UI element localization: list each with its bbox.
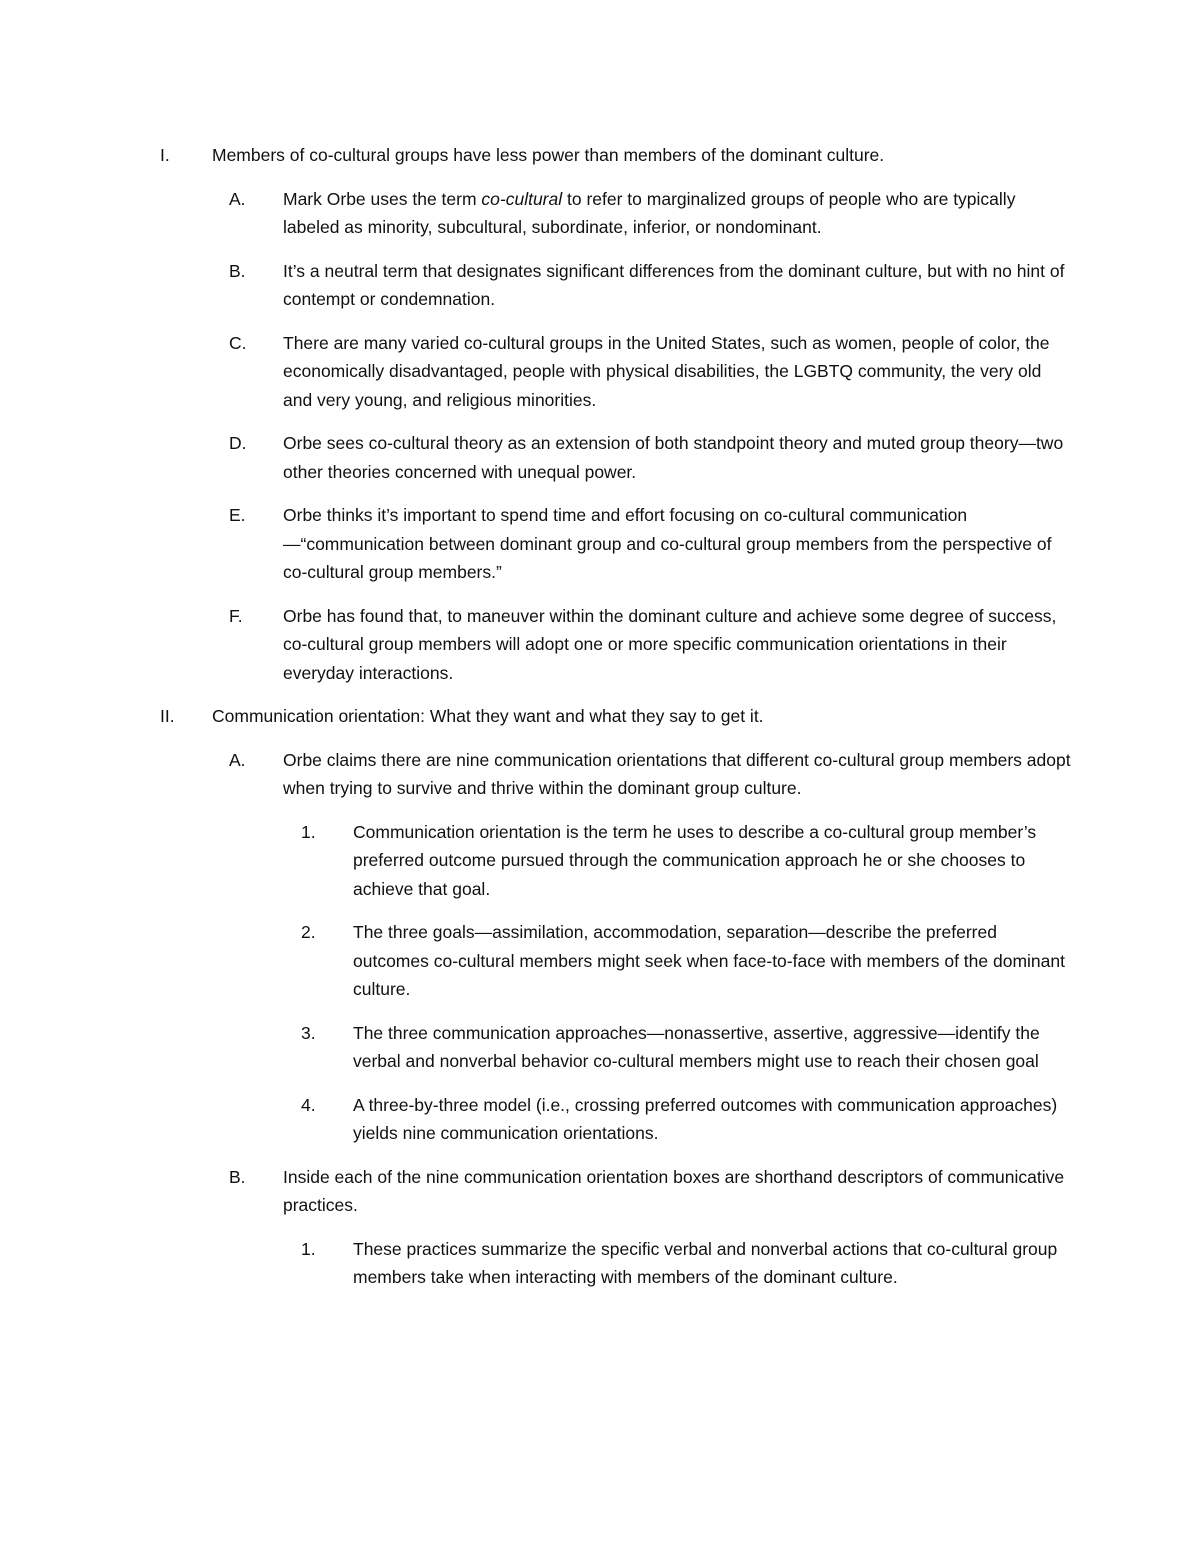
section-heading: Members of co-cultural groups have less power than members of the dominant culture.	[212, 145, 885, 165]
item-text: It’s a neutral term that designates significant differences from the dominant culture, but with no hint of contempt or condemnation.	[283, 260, 1065, 309]
item-marker: E.	[229, 505, 246, 525]
outline-subitem-2b1	[0, 1235, 1200, 1292]
outline-item-1d	[0, 429, 1200, 486]
section-marker: II.	[160, 706, 175, 726]
outline-item-1f	[0, 602, 1200, 688]
item-text: Orbe thinks it’s important to spend time and effort focusing on co-cultural communication—“communication between dominant group and co-cultural group members from the perspective of co-cultural group members.”	[283, 505, 1052, 582]
item-text: There are many varied co-cultural groups in the United States, such as women, people of color, the economically disadvantaged, people with physical disabilities, the LGBTQ community, the very old and very young, and religious minorities.	[283, 332, 1050, 410]
item-text: Orbe has found that, to maneuver within the dominant culture and achieve some degree of success, co-cultural group members will adopt one or more specific communication orientations in their everyday interactions.	[283, 605, 1057, 683]
subitem-text: These practices summarize the specific verbal and nonverbal actions that co-cultural group members take when interacting with members of the dominant culture.	[353, 1238, 1058, 1287]
item-text-part: to refer to marginalized groups of people who are typically labeled as minority, subcultural, subordinate, inferior, or nondominant.	[283, 188, 1016, 237]
subitem-text: The three goals—assimilation, accommodation, separation—describe the preferred outcomes co-cultural members might seek when face-to-face with members of the dominant culture.	[353, 922, 1065, 999]
outline-item-2b	[0, 1163, 1200, 1292]
outline-item-2a	[0, 746, 1200, 1148]
emphasized-term: co-cultural	[481, 188, 563, 209]
subitem-marker: 2.	[301, 922, 316, 942]
section-heading: Communication orientation: What they want and what they say to get it.	[212, 706, 764, 726]
outline-section-2	[0, 702, 1200, 1292]
outline-item-1c	[0, 329, 1200, 415]
outline-item-1a	[0, 185, 1200, 242]
subitem-text: A three-by-three model (i.e., crossing preferred outcomes with communication approaches) yields nine communication orientations.	[353, 1094, 1058, 1143]
subitem-marker: 1.	[301, 1238, 316, 1259]
outline-subitem-2a4	[0, 1091, 1200, 1148]
item-marker: C.	[229, 332, 247, 353]
outline-item-1e	[0, 501, 1200, 587]
outline	[0, 141, 1200, 1307]
item-text: Orbe claims there are nine communication orientations that different co-cultural group members adopt when trying to survive and thrive within the dominant group culture.	[283, 749, 1071, 798]
item-marker: B.	[229, 1166, 246, 1187]
outline-item-1b	[0, 257, 1200, 314]
section-marker: I.	[160, 145, 170, 165]
item-marker: A.	[229, 749, 246, 770]
item-text-part: Mark Orbe uses the term	[283, 188, 482, 209]
outline-subitem-2a2	[0, 918, 1200, 1004]
outline-subitem-2a3	[0, 1019, 1200, 1076]
subitem-marker: 3.	[301, 1022, 316, 1043]
subitem-text: Communication orientation is the term he uses to describe a co-cultural group member’s preferred outcome pursued through the communication approach he or she chooses to achieve that goal.	[353, 821, 1037, 899]
item-marker: A.	[229, 188, 246, 209]
subitem-marker: 1.	[301, 821, 316, 842]
item-text: Orbe sees co-cultural theory as an extension of both standpoint theory and muted group theory—two other theories concerned with unequal power.	[283, 433, 1064, 482]
item-text	[283, 185, 1073, 242]
subitem-marker: 4.	[301, 1094, 316, 1115]
outline-subitem-2a1	[0, 818, 1200, 904]
item-marker: F.	[229, 605, 243, 626]
item-text: Inside each of the nine communication orientation boxes are shorthand descriptors of communicative practices.	[283, 1166, 1065, 1215]
subitem-text: The three communication approaches—nonassertive, assertive, aggressive—identify the verbal and nonverbal behavior co-cultural members might use to reach their chosen goal	[353, 1022, 1040, 1071]
item-marker: D.	[229, 433, 247, 453]
item-marker: B.	[229, 260, 246, 281]
outline-section-1	[0, 141, 1200, 687]
